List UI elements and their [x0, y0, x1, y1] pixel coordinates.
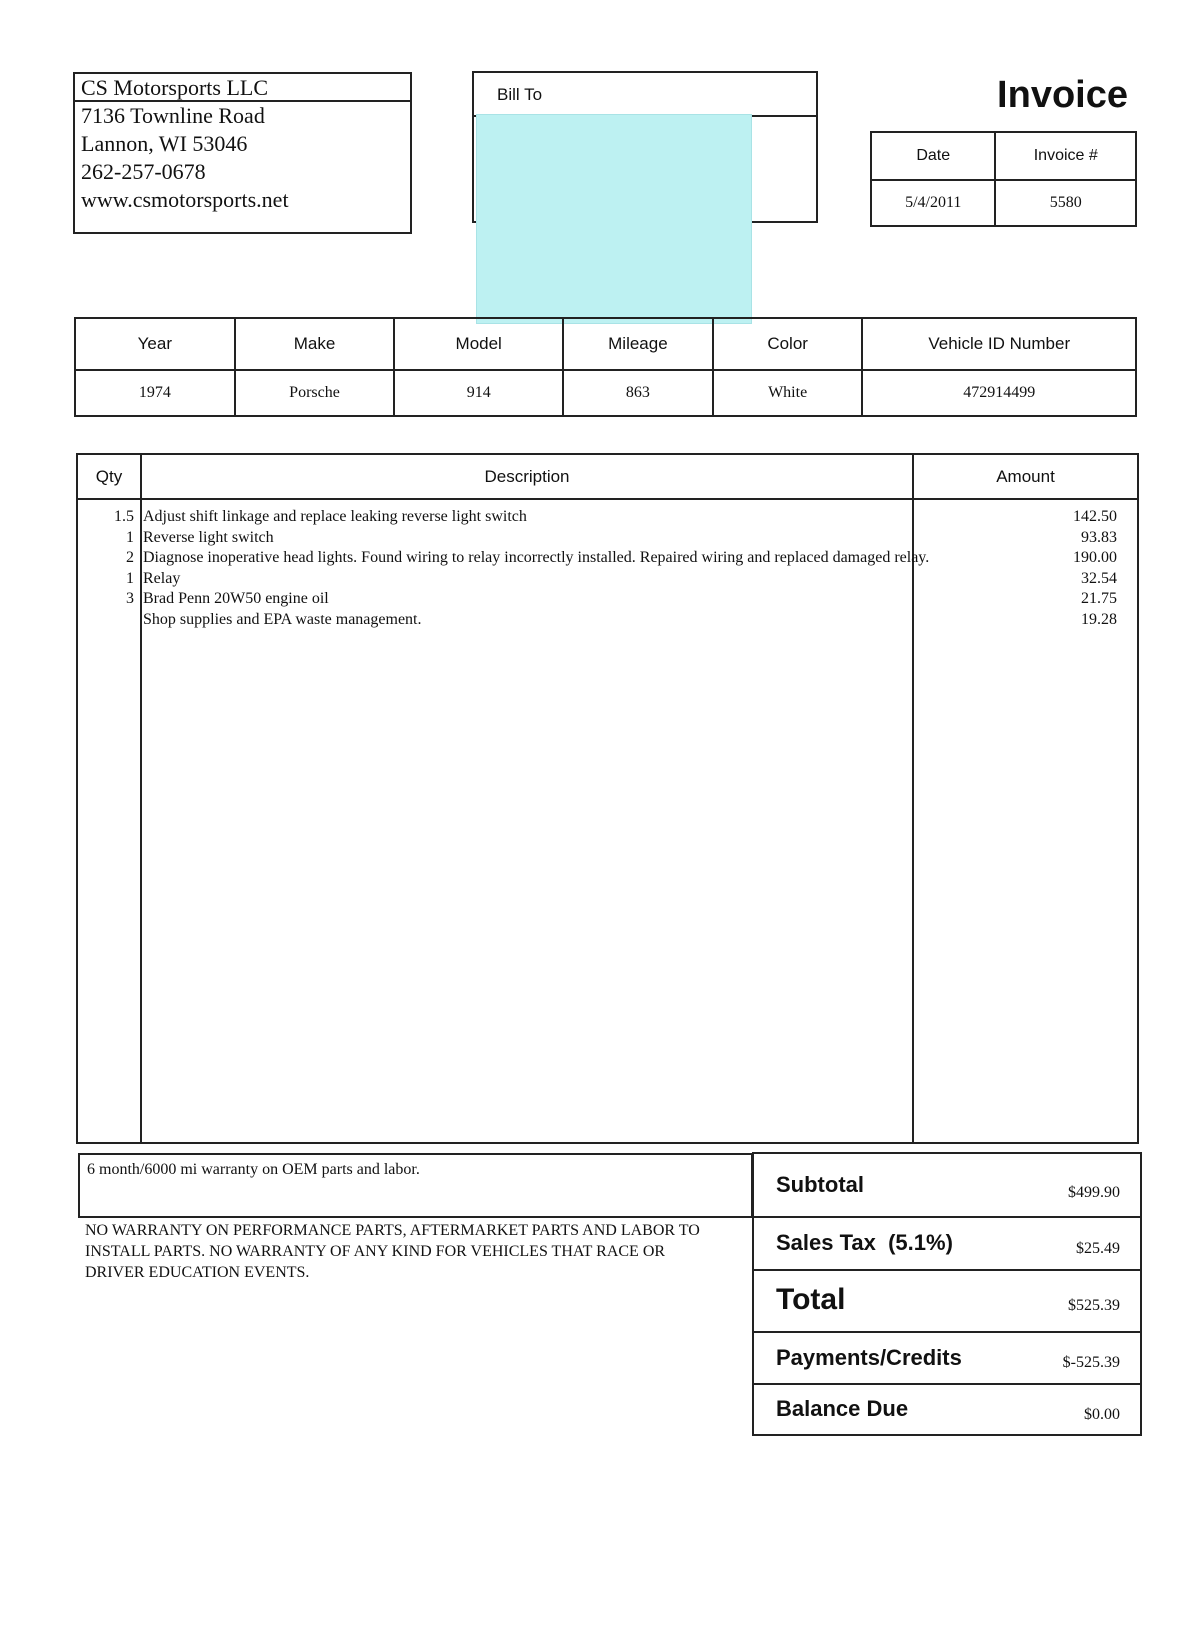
vehicle-vin: 472914499 [862, 370, 1136, 416]
payments-credits-value: $-525.39 [1062, 1354, 1120, 1371]
vehicle-header-year: Year [75, 318, 235, 370]
invoice-number-header: Invoice # [995, 132, 1136, 180]
line-item-description: Reverse light switch [143, 528, 274, 546]
line-item-qty: 1.5 [114, 508, 134, 525]
balance-due-label: Balance Due [776, 1396, 909, 1421]
vehicle-color: White [713, 370, 863, 416]
line-item-amount: 19.28 [1081, 610, 1117, 628]
company-info-box [73, 72, 412, 234]
totals-box [752, 1152, 1142, 1436]
date-header: Date [871, 132, 995, 180]
balance-due-value: $0.00 [1084, 1406, 1120, 1423]
company-phone: 262-257-0678 [81, 159, 206, 184]
line-item-amount: 190.00 [1073, 549, 1117, 566]
line-item-description: Shop supplies and EPA waste management. [143, 610, 422, 628]
sales-tax-value: $25.49 [1076, 1240, 1120, 1257]
vehicle-table [74, 317, 1137, 417]
description-header: Description [484, 467, 570, 486]
vehicle-header-make: Make [235, 318, 395, 370]
company-name: CS Motorsports LLC [75, 74, 410, 102]
payments-credits-row [754, 1333, 1140, 1385]
disclaimer-text: NO WARRANTY ON PERFORMANCE PARTS, AFTERMARKET PARTS AND LABOR TO INSTALL PARTS. NO WARRANTY OF ANY KIND FOR VEHICLES THAT RACE OR DRIVER EDUCATION EVENTS. [85, 1222, 700, 1281]
warranty-box [78, 1153, 753, 1218]
invoice-number: 5580 [995, 180, 1136, 226]
balance-due-row [754, 1385, 1140, 1434]
qty-header: Qty [95, 467, 123, 486]
line-item-description: Adjust shift linkage and replace leaking reverse light switch [143, 508, 527, 525]
line-item-row [78, 589, 1137, 610]
vehicle-header-model: Model [394, 318, 563, 370]
line-items-table [76, 453, 1139, 1144]
total-value: $525.39 [1068, 1297, 1120, 1314]
invoice-title: Invoice [997, 74, 1128, 116]
warranty-text: 6 month/6000 mi warranty on OEM parts and labor. [87, 1161, 420, 1178]
line-item-amount: 21.75 [1081, 590, 1117, 607]
line-item-row [78, 507, 1137, 528]
line-item-row [78, 548, 1137, 569]
vehicle-make: Porsche [235, 370, 395, 416]
line-item-amount: 93.83 [1081, 528, 1117, 546]
vehicle-model: 914 [394, 370, 563, 416]
sales-tax-label: Sales Tax (5.1%) [776, 1230, 953, 1255]
vehicle-header-mileage: Mileage [563, 318, 713, 370]
company-city: Lannon, WI 53046 [81, 131, 248, 156]
total-row [754, 1271, 1140, 1333]
vehicle-header-vin: Vehicle ID Number [862, 318, 1136, 370]
line-item-row [78, 569, 1137, 590]
subtotal-value: $499.90 [1068, 1184, 1120, 1201]
line-item-amount: 32.54 [1081, 569, 1117, 587]
vehicle-header-color: Color [713, 318, 863, 370]
invoice-meta-table [870, 131, 1137, 227]
invoice-date: 5/4/2011 [871, 180, 995, 226]
redaction-overlay [476, 114, 752, 324]
line-item-qty: 1 [126, 569, 134, 587]
line-item-qty: 2 [126, 549, 134, 566]
bill-to-label: Bill To [474, 73, 816, 117]
line-item-qty: 1 [126, 528, 134, 546]
line-item-row [78, 610, 1137, 631]
subtotal-label: Subtotal [776, 1172, 864, 1197]
line-items-header [78, 455, 1137, 500]
line-item-row [78, 528, 1137, 549]
line-item-qty: 3 [126, 590, 134, 607]
company-address: 7136 Townline Road [81, 103, 265, 128]
line-item-amount: 142.50 [1073, 508, 1117, 525]
line-item-description: Relay [143, 569, 181, 587]
total-label: Total [776, 1283, 846, 1316]
amount-header: Amount [996, 467, 1055, 486]
vehicle-mileage: 863 [563, 370, 713, 416]
vehicle-year: 1974 [75, 370, 235, 416]
payments-credits-label: Payments/Credits [776, 1345, 962, 1370]
company-website: www.csmotorsports.net [81, 187, 289, 212]
sales-tax-row [754, 1218, 1140, 1271]
line-item-description: Brad Penn 20W50 engine oil [143, 590, 329, 607]
subtotal-row [754, 1154, 1140, 1218]
line-item-description: Diagnose inoperative head lights. Found wiring to relay incorrectly installed. Repaired wiring and replaced damaged relay. [143, 549, 930, 566]
